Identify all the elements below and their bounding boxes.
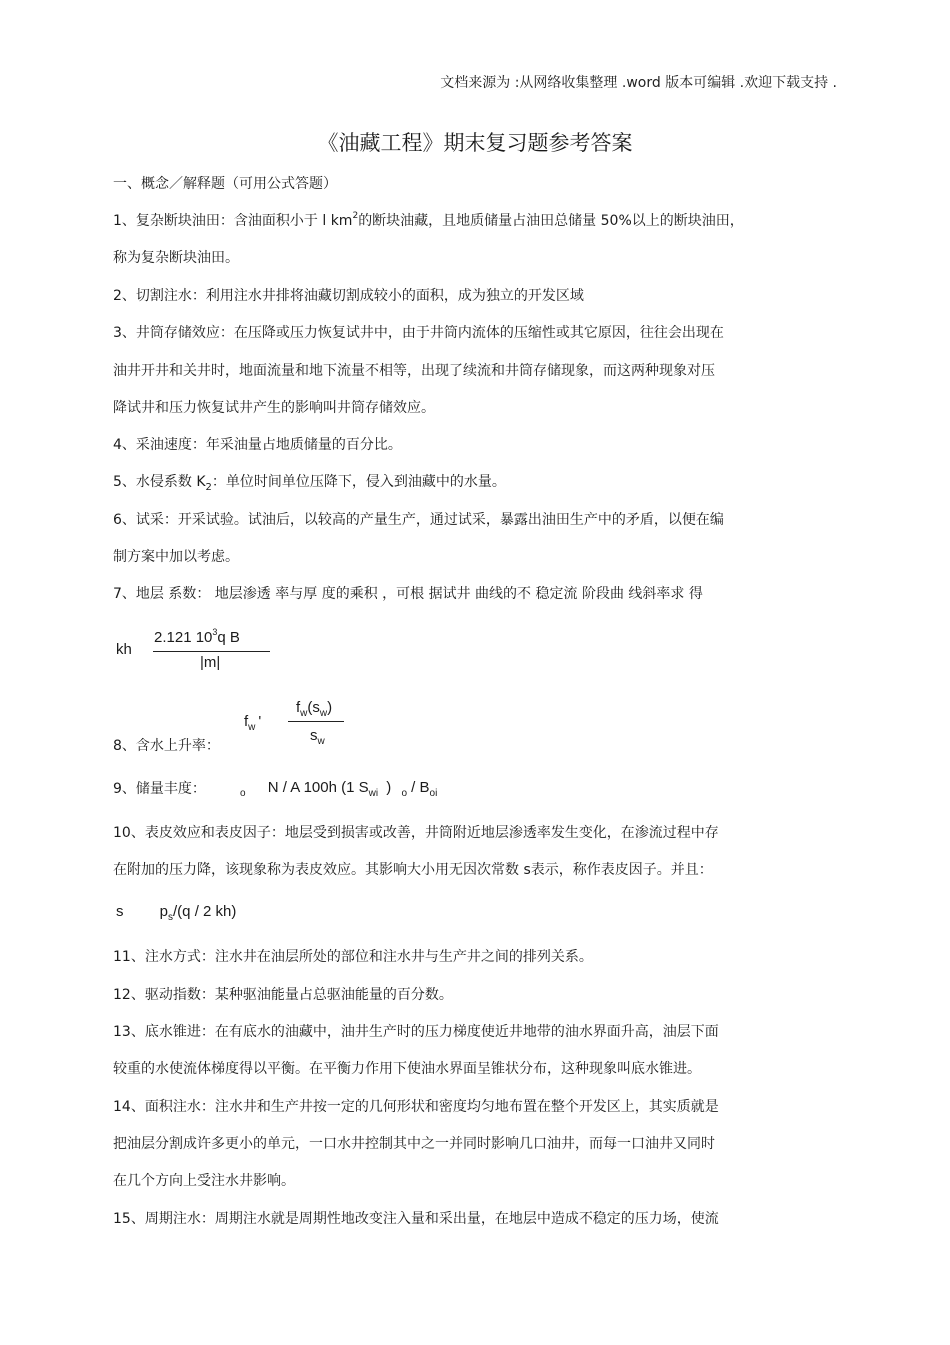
- item-11: 11、注水方式：注水井在油层所处的部位和注水井与生产井之间的排列关系。: [113, 949, 593, 965]
- formula-fw-fraction-bar: [288, 721, 344, 722]
- item-5: 5、水侵系数 $K_2$：单位时间单位压降下，侵入到油藏中的水量。: [113, 474, 506, 493]
- formula-reserve-abundance: $_o$ N / A 100h (1 $S_{wi}$ ) $_o / B_{oi}$: [240, 779, 438, 799]
- item-1-line-1: 1、复杂断块油田：含油面积小于 l $km^2$的断块油藏，且地质储量占油田总储量 50%以上的断块油田，: [113, 211, 744, 229]
- item-12: 12、驱动指数：某种驱油能量占总驱油能量的百分数。: [113, 987, 453, 1003]
- formula-fw-denominator: $s_w$: [310, 727, 325, 747]
- item-10-line-2: 在附加的压力降，该现象称为表皮效应。其影响大小用无因次常数 s表示，称作表皮因子。并且：: [113, 862, 713, 878]
- item-6-line-1: 6、试采：开采试验。试油后，以较高的产量生产，通过试采，暴露出油田生产中的矛盾，以便在编: [113, 512, 724, 528]
- item-14-line-3: 在几个方向上受注水井影响。: [113, 1173, 295, 1189]
- formula-kh-denominator: |m|: [200, 654, 221, 671]
- item-14-line-1: 14、面积注水：注水井和生产井按一定的几何形状和密度均匀地布置在整个开发区上，其实质就是: [113, 1099, 719, 1115]
- item-13-line-1: 13、底水锥进：在有底水的油藏中，油井生产时的压力梯度使近井地带的油水界面升高，油层下面: [113, 1024, 719, 1040]
- formula-kh-numerator: 2.121 $10^3q$ B: [154, 627, 240, 646]
- formula-fw-numerator: $f_w(s_w)$: [296, 699, 333, 719]
- page-title: 《油藏工程》期末复习题参考答案: [317, 131, 633, 155]
- item-3-line-3: 降试井和压力恢复试井产生的影响叫井筒存储效应。: [113, 400, 435, 416]
- item-4: 4、采油速度：年采油量占地质储量的百分比。: [113, 437, 402, 453]
- formula-fw-lhs: $f_w$ ': [244, 713, 262, 733]
- item-10-line-1: 10、表皮效应和表皮因子：地层受到损害或改善，井筒附近地层渗透率发生变化，在渗流过程中存: [113, 825, 719, 841]
- document-source-header: 文档来源为 :从网络收集整理 .word 版本可编辑 .欢迎下载支持 .: [440, 75, 837, 91]
- item-9-label: 9、储量丰度：: [113, 781, 206, 797]
- item-6-line-2: 制方案中加以考虑。: [113, 549, 239, 565]
- item-3-line-2: 油井开井和关井时，地面流量和地下流量不相等，出现了续流和井筒存储现象，而这两种现象对压: [113, 363, 715, 379]
- formula-kh-fraction-bar: [153, 651, 270, 652]
- item-8-label: 8、含水上升率：: [113, 738, 220, 754]
- item-13-line-2: 较重的水使流体梯度得以平衡。在平衡力作用下使油水界面呈锥状分布，这种现象叫底水锥进。: [113, 1061, 701, 1077]
- item-7: 7、地层 系数： 地层渗透 率与厚 度的乘积 ，可根 据试井 曲线的不 稳定流 阶段曲 线斜率求 得: [113, 586, 703, 602]
- item-3-line-1: 3、井筒存储效应：在压降或压力恢复试井中，由于井筒内流体的压缩性或其它原因，往往会出现在: [113, 325, 724, 341]
- item-15: 15、周期注水：周期注水就是周期性地改变注入量和采出量，在地层中造成不稳定的压力场，使流: [113, 1211, 719, 1227]
- section-heading: 一、概念／解释题（可用公式答题）: [113, 176, 337, 192]
- item-14-line-2: 把油层分割成许多更小的单元，一口水井控制其中之一并同时影响几口油井，而每一口油井又同时: [113, 1136, 715, 1152]
- item-2: 2、切割注水：利用注水井排将油藏切割成较小的面积，成为独立的开发区域: [113, 288, 584, 304]
- formula-skin-factor: s $p_s/(q / 2$ kh): [116, 903, 237, 923]
- item-1-line-2: 称为复杂断块油田。: [113, 250, 239, 266]
- formula-kh-lhs: kh: [116, 641, 132, 658]
